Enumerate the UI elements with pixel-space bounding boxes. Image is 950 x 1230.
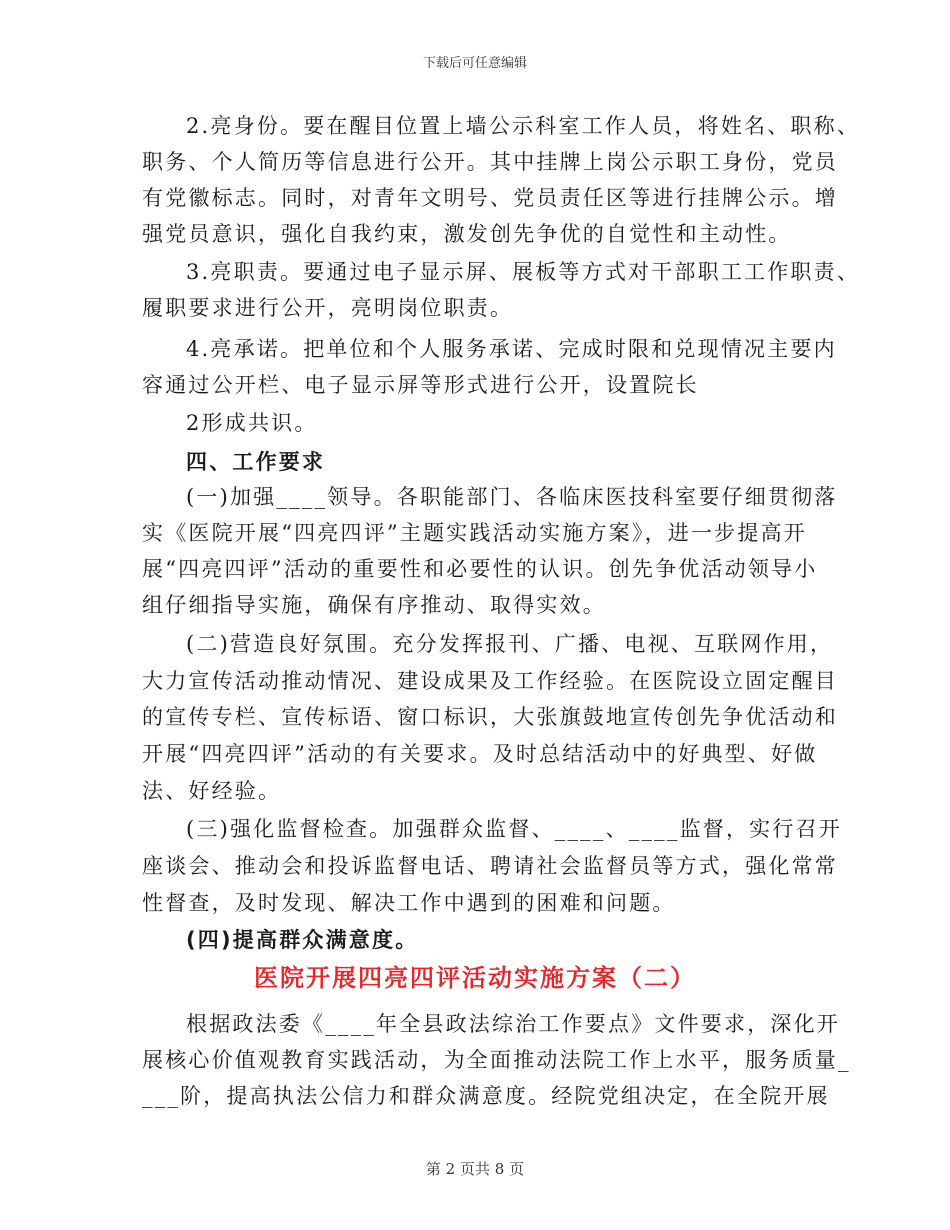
document-title: 医院开展四亮四评活动实施方案（二） bbox=[254, 964, 696, 992]
paragraph-line: 法、好经验。 bbox=[142, 779, 282, 803]
paragraph-line: ___阶，提高执法公信力和群众满意度。经院党组决定，在全院开展 bbox=[142, 1084, 830, 1108]
paragraph-line: 座谈会、推动会和投诉监督电话、聘请社会监督员等方式，强化常常 bbox=[142, 854, 838, 878]
paragraph-line: 的宣传专栏、宣传标语、窗口标识，大张旗鼓地宣传创先争优活动和 bbox=[142, 705, 838, 729]
paragraph-line: 职务、个人简历等信息进行公开。其中挂牌上岗公示职工身份，党员 bbox=[142, 150, 838, 174]
paragraph-line: 实《医院开展“四亮四评”主题实践活动实施方案》，进一步提高开 bbox=[142, 521, 807, 545]
paragraph-line: 性督查，及时发现、解决工作中遇到的困难和问题。 bbox=[142, 891, 676, 915]
paragraph-line: 3.亮职责。要通过电子显示屏、展板等方式对干部职工工作职责、 bbox=[186, 260, 861, 284]
paragraph-line: 强党员意识，强化自我约束，激发创先争优的自觉性和主动性。 bbox=[142, 222, 792, 246]
paragraph-line: (二)营造良好氛围。充分发挥报刊、广播、电视、互联网作用， bbox=[186, 632, 834, 656]
paragraph-line: 2形成共识。 bbox=[186, 411, 318, 435]
section-heading: 四、工作要求 bbox=[186, 450, 326, 474]
paragraph-line: (三)强化监督检查。加强群众监督、____、____监督，实行召开 bbox=[186, 817, 842, 841]
paragraph-line: 根据政法委《____年全县政法综治工作要点》文件要求，深化开 bbox=[186, 1012, 840, 1036]
paragraph-line: 容通过公开栏、电子显示屏等形式进行公开，设置院长 bbox=[142, 373, 699, 397]
paragraph-line: 展核心价值观教育实践活动，为全面推动法院工作上水平，服务质量_ bbox=[142, 1048, 851, 1072]
paragraph-line: 4.亮承诺。把单位和个人服务承诺、完成时限和兑现情况主要内 bbox=[186, 337, 837, 361]
paragraph-line: 开展“四亮四评”活动的有关要求。及时总结活动中的好典型、好做 bbox=[142, 742, 818, 766]
paragraph-line: 展“四亮四评”活动的重要性和必要性的认识。创先争优活动领导小 bbox=[142, 557, 818, 581]
section-heading: (四)提高群众满意度。 bbox=[186, 928, 419, 952]
paragraph-line: (一)加强____领导。各职能部门、各临床医技科室要仔细贯彻落 bbox=[186, 485, 838, 509]
paragraph-line: 大力宣传活动推动情况、建设成果及工作经验。在医院设立固定醒目 bbox=[142, 669, 838, 693]
page-footer: 第 2 页共 8 页 bbox=[425, 1160, 525, 1178]
page-header: 下载后可任意编辑 bbox=[422, 56, 527, 71]
paragraph-line: 有党徽标志。同时，对青年文明号、党员责任区等进行挂牌公示。增 bbox=[142, 186, 838, 210]
paragraph-line: 2.亮身份。要在醒目位置上墙公示科室工作人员，将姓名、职称、 bbox=[186, 114, 861, 138]
paragraph-line: 组仔细指导实施，确保有序推动、取得实效。 bbox=[142, 593, 606, 617]
paragraph-line: 履职要求进行公开，亮明岗位职责。 bbox=[142, 296, 514, 320]
